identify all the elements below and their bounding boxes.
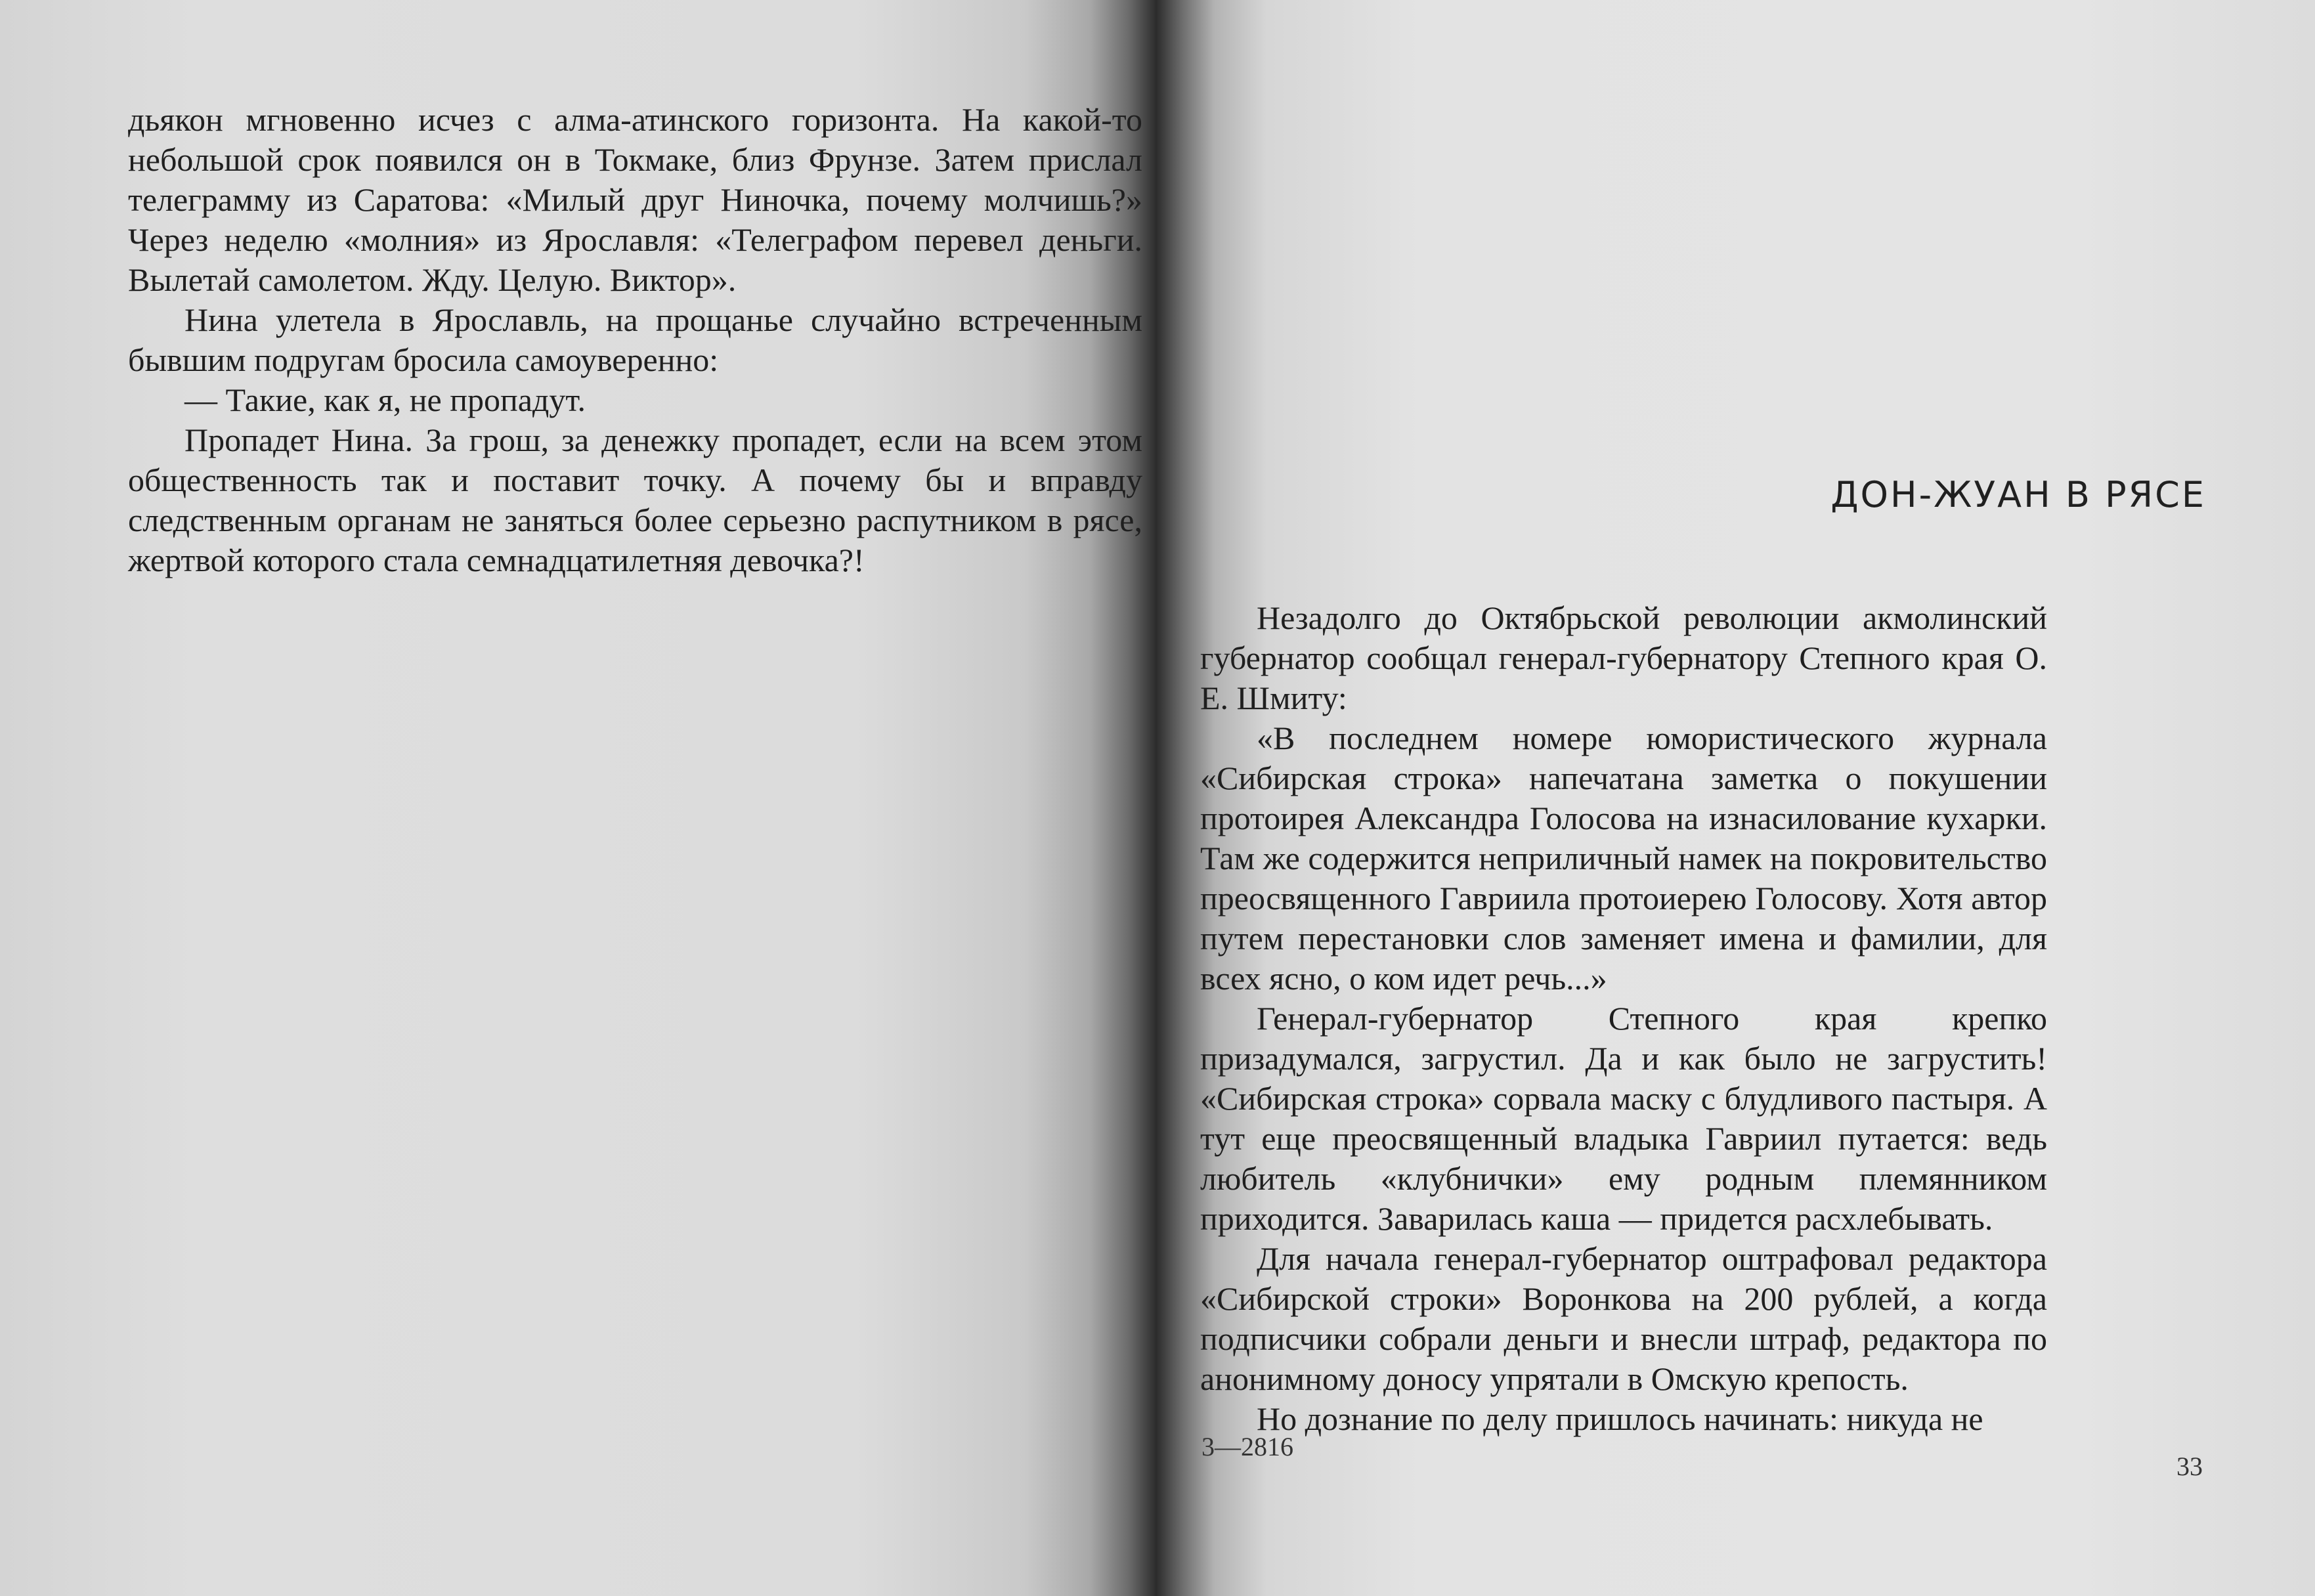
paragraph: Но дознание по делу пришлось начинать: никуда не xyxy=(1257,1400,1983,1437)
paragraph: Для начала генерал-губернатор оштрафовал редактора «Сибирской строки» Воронкова на 200 рублей, а когда подписчики собрали деньги и внесли штраф, редактора по анонимному доносу упрятали в Омскую крепость. xyxy=(1200,1240,2047,1397)
paragraph: «В последнем номере юмористического журнала «Сибирская строка» напечатана заметка о покушении протоирея Александра Голосова на изнасилование кухарки. Там же содержится неприличный намек на покровительство преосвященного Гавриила протоиерею Голосову. Хотя автор путем перестановки слов заменяет имена и фамилии, для всех ясно, о ком идет речь...» xyxy=(1200,720,2047,997)
chapter-heading: ДОН-ЖУАН В РЯСЕ xyxy=(1830,474,2206,515)
paragraph: Генерал-губернатор Степного края крепко призадумался, загрустил. Да и как было не загрустить! «Сибирская строка» сорвала маску с блудливого пастыря. А тут еще преосвященный владыка Гавриил путается: ведь любитель «клубнички» ему родным племянником приходится. Заварилась каша — придется расхлебывать. xyxy=(1200,1000,2047,1237)
paragraph: дьякон мгновенно исчез с алма-атинского горизонта. На какой-то небольшой срок появился он в Токмаке, близ Фрунзе. Затем прислал телеграмму из Саратова: «Милый друг Ниночка, почему молчишь?» Через неделю «молния» из Ярославля: «Телеграфом перевел деньги. Вылетай самолетом. Жду. Целую. Виктор». xyxy=(128,101,1142,298)
paragraph: — Такие, как я, не пропадут. xyxy=(184,381,586,418)
page-number: 33 xyxy=(2176,1452,2203,1481)
printer-signature: 3—2816 xyxy=(1201,1432,1293,1461)
paragraph: Нина улетела в Ярославль, на прощанье случайно встреченным бывшим подругам бросила самоуверенно: xyxy=(128,301,1142,378)
left-page-text xyxy=(128,100,1142,580)
paragraph: Пропадет Нина. За грош, за денежку пропадет, если на всем этом общественность так и поставит точку. А почему бы и вправду следственным органам не заняться более серьезно распутником в рясе, жертвой которого стала семнадцатилетняя девочка?! xyxy=(128,421,1142,578)
right-page xyxy=(1156,0,2315,1596)
paragraph: Незадолго до Октябрьской революции акмолинский губернатор сообщал генерал-губернатору Степного края О. Е. Шмиту: xyxy=(1200,599,2047,716)
left-page xyxy=(0,0,1156,1596)
right-page-text xyxy=(1200,598,2047,1439)
